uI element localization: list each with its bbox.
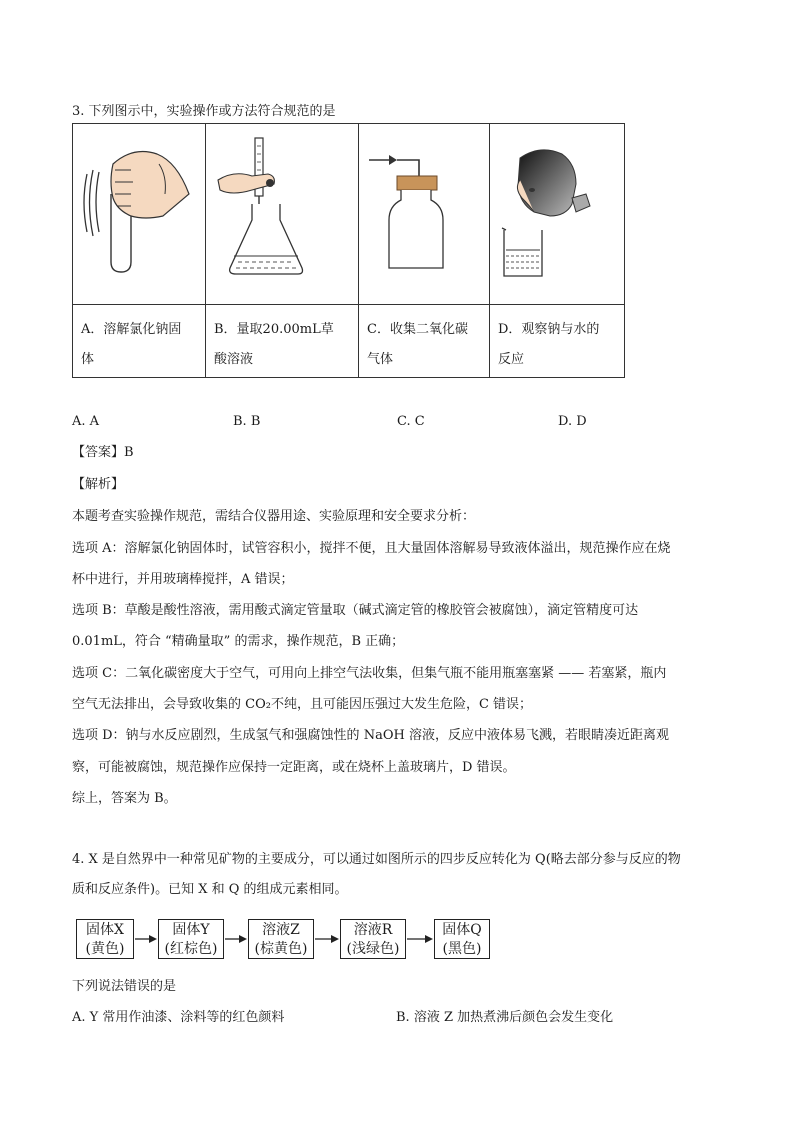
analysis-line: 杯中进行，并用玻璃棒搅拌，A 错误；	[72, 572, 294, 587]
choice-b[interactable]: B. B	[233, 414, 261, 429]
caption-c: C．收集二氧化碳 气体	[359, 305, 490, 378]
gas-collection-bottle-figure	[359, 124, 489, 300]
analysis-line: 选项 C：二氧化碳密度大于空气，可用向上排空气法收集，但集气瓶不能用瓶塞塞紧 —— 若塞紧，瓶内	[72, 666, 667, 681]
option-a[interactable]: A. Y 常用作油漆、涂料等的红色颜料	[72, 1010, 285, 1025]
analysis-line: 选项 A：溶解氯化钠固体时，试管容积小，搅拌不便，且大量固体溶解易导致液体溢出，规范操作应在烧	[72, 541, 671, 556]
arrow-icon	[134, 919, 158, 959]
flow-box-y: 固体Y (红棕色)	[158, 919, 224, 959]
analysis-title: 【解析】	[72, 477, 125, 492]
analysis-line: 选项 D：钠与水反应剧烈，生成氢气和强腐蚀性的 NaOH 溶液，反应中液体易飞溅，若眼睛凑近距离观	[72, 728, 669, 743]
analysis-line: 选项 B：草酸是酸性溶液，需用酸式滴定管量取（碱式滴定管的橡胶管会被腐蚀），滴定管精度可达	[72, 603, 639, 618]
question-3-stem: 3. 下列图示中，实验操作或方法符合规范的是	[72, 104, 336, 119]
burette-flask-figure	[206, 124, 358, 300]
caption-d: D．观察钠与水的 反应	[490, 305, 625, 378]
arrow-icon	[314, 919, 340, 959]
analysis-line: 本题考查实验操作规范，需结合仪器用途、实验原理和安全要求分析：	[72, 509, 476, 524]
question-4-stem-line: 质和反应条件)。已知 X 和 Q 的组成元素相同。	[72, 882, 348, 897]
analysis-line: 0.01mL，符合 “精确量取” 的需求，操作规范，B 正确；	[72, 634, 405, 649]
question-4-stem-line: 4. X 是自然界中一种常见矿物的主要成分，可以通过如图所示的四步反应转化为 Q(略去部分参与反应的物	[72, 852, 681, 867]
figure-c-cell	[359, 124, 490, 305]
figure-a-cell	[73, 124, 206, 305]
caption-b: B．量取20.00mL草 酸溶液	[206, 305, 359, 378]
figure-b-cell	[206, 124, 359, 305]
choice-a[interactable]: A. A	[72, 414, 100, 429]
flow-box-r: 溶液R (浅绿色)	[340, 919, 406, 959]
analysis-line: 察，可能被腐蚀，规范操作应保持一定距离，或在烧杯上盖玻璃片，D 错误。	[72, 760, 516, 775]
dissolve-in-test-tube-figure	[73, 124, 205, 300]
figure-table	[72, 123, 625, 378]
flow-box-z: 溶液Z (棕黄色)	[248, 919, 314, 959]
question-3-choices	[72, 414, 672, 432]
answer-line: 【答案】B	[72, 445, 134, 460]
figure-d-cell	[490, 124, 625, 305]
arrow-icon	[406, 919, 434, 959]
flow-box-q: 固体Q (黑色)	[434, 919, 490, 959]
analysis-line: 空气无法排出，会导致收集的 CO₂不纯，且可能因压强过大发生危险，C 错误；	[72, 697, 533, 712]
caption-a: A．溶解氯化钠固 体	[73, 305, 206, 378]
observe-reaction-figure	[490, 124, 624, 300]
arrow-icon	[224, 919, 248, 959]
choice-d[interactable]: D. D	[558, 414, 587, 429]
option-b[interactable]: B. 溶液 Z 加热煮沸后颜色会发生变化	[396, 1010, 614, 1025]
analysis-line: 综上，答案为 B。	[72, 791, 177, 806]
flow-box-x: 固体X (黄色)	[76, 919, 134, 959]
question-4-prompt: 下列说法错误的是	[72, 979, 177, 994]
choice-c[interactable]: C. C	[397, 414, 425, 429]
